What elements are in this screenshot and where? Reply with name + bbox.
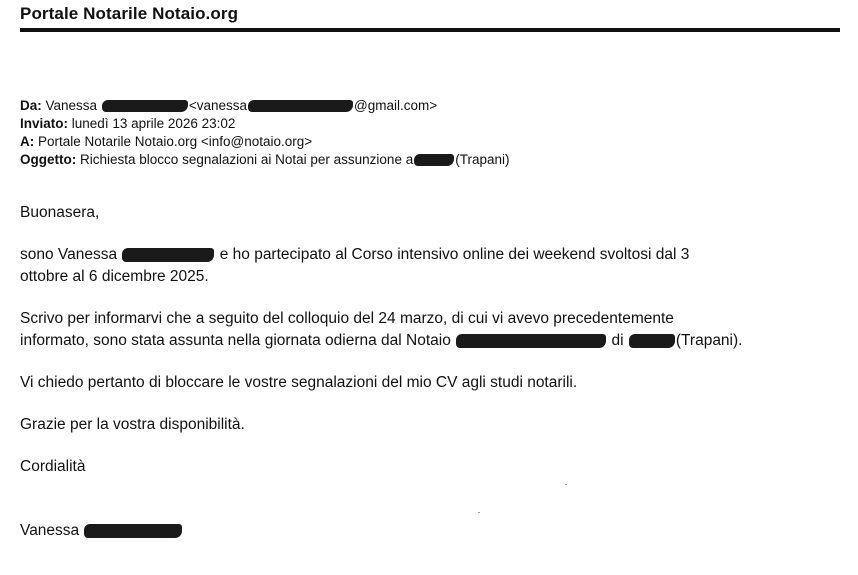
intro-text-before: sono Vanessa: [20, 246, 118, 263]
sent-value: lunedì 13 aprile 2026 23:02: [71, 116, 236, 131]
from-email-suffix: @gmail.com>: [354, 98, 438, 113]
redacted-email-part: [248, 100, 353, 112]
redacted-notary-name: [456, 334, 606, 348]
redacted-surname: [102, 100, 188, 112]
closing: Cordialità: [20, 458, 86, 475]
subject-line: [20, 151, 820, 169]
hiring-text-after: (Trapani).: [675, 332, 743, 349]
hiring-text-before: informato, sono stata assunta nella giornata odierna dal Notaio: [20, 332, 451, 349]
redacted-town: [414, 154, 454, 166]
to-label: A:: [20, 134, 35, 149]
redacted-town: [629, 334, 675, 348]
sent-line: [20, 115, 820, 133]
hiring-text-middle: di: [611, 332, 624, 349]
email-header: [20, 97, 820, 169]
from-line: [20, 97, 820, 115]
paragraph-thanks: Grazie per la vostra disponibilità.: [20, 416, 245, 433]
paragraph-introduction: [20, 244, 840, 288]
hiring-text-line1: Scrivo per informarvi che a seguito del colloquio del 24 marzo, di cui vi avevo precedentemente: [20, 310, 674, 327]
scan-speck: [478, 512, 480, 513]
sent-label: Inviato:: [20, 116, 69, 131]
paragraph-request: Vi chiedo pertanto di bloccare le vostre segnalazioni del mio CV agli studi notarili.: [20, 374, 578, 391]
letterhead-rule: [20, 28, 840, 32]
subject-label: Oggetto:: [20, 152, 77, 167]
redacted-surname: [84, 524, 182, 538]
signature: [20, 520, 840, 542]
email-body: [20, 202, 840, 542]
intro-text-line2: ottobre al 6 dicembre 2025.: [20, 268, 209, 285]
subject-location: (Trapani): [455, 152, 510, 167]
letterhead: [20, 4, 840, 34]
from-name: Vanessa: [45, 98, 98, 113]
redacted-surname: [122, 248, 214, 262]
signature-name: Vanessa: [20, 522, 80, 539]
intro-text-after: e ho partecipato al Corso intensivo online dei weekend svoltosi dal 3: [219, 246, 690, 263]
from-email-prefix: <vanessa: [188, 98, 248, 113]
to-value: Portale Notarile Notaio.org <info@notaio.org>: [38, 134, 313, 149]
to-line: [20, 133, 820, 151]
letterhead-title: Portale Notarile Notaio.org: [20, 4, 239, 23]
subject-text: Richiesta blocco segnalazioni ai Notai per assunzione a: [80, 152, 414, 167]
greeting: Buonasera,: [20, 204, 100, 221]
from-label: Da:: [20, 98, 42, 113]
scan-speck: [565, 484, 567, 485]
paragraph-hiring: [20, 308, 840, 352]
